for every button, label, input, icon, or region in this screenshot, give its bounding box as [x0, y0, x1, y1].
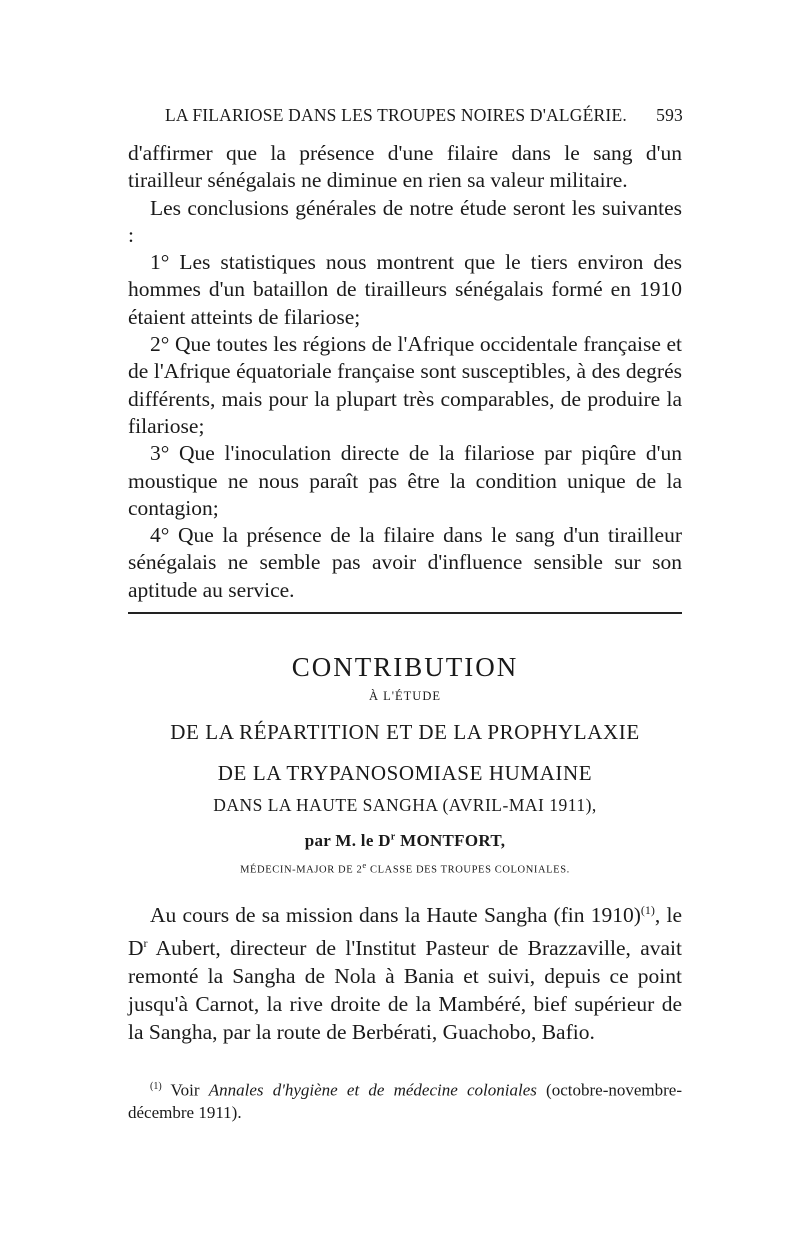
conclusion-item-1: 1° Les statistiques nous montrent que le tiers environ des hommes d'un bataillon de tirailleurs sénégalais formé en 1910 étaient atteints de filariose;: [128, 250, 682, 329]
article-title: CONTRIBUTION: [291, 652, 519, 682]
author-rank: [128, 860, 682, 876]
article-paragraph-1: [128, 896, 682, 1046]
conclusion-text: [128, 140, 682, 604]
rank-prefix: MÉDECIN-MAJOR DE 2: [240, 864, 363, 876]
article-title-subline: À L'ÉTUDE: [368, 689, 441, 703]
paragraph-continuation: d'affirmer que la présence d'une filaire dans le sang d'un tirailleur sénégalais ne diminue en rien sa valeur militaire.: [128, 141, 682, 193]
doctor-title-sup: r: [143, 936, 148, 951]
paragraph-part-2: , le D: [128, 903, 682, 961]
footnote-journal-title: Annales d'hygiène et de médecine coloniales: [208, 1080, 537, 1100]
section-divider: [128, 612, 682, 614]
conclusion-item-2: 2° Que toutes les régions de l'Afrique occidentale française et de l'Afrique équatoriale française sont susceptibles, à des degrés différents, mais pour la plupart très comparables, de produire la filariose;: [128, 332, 682, 438]
article-body: [128, 896, 682, 1046]
footnote: [128, 1076, 682, 1125]
author-prefix: par M. le D: [304, 831, 391, 850]
running-head-title: LA FILARIOSE DANS LES TROUPES NOIRES D'ALGÉRIE.: [165, 105, 627, 125]
footnote-prefix: Voir: [161, 1080, 209, 1100]
paragraph-part-1: Au cours de sa mission dans la Haute Sangha (fin 1910): [150, 903, 641, 928]
rank-sup: e: [362, 860, 367, 870]
footnote-text: [128, 1076, 682, 1125]
article-title-line-2: DE LA TRYPANOSOMIASE HUMAINE: [217, 761, 593, 785]
footnote-suffix: (octobre-novembre-décembre 1911).: [128, 1080, 682, 1123]
footnote-reference: (1): [640, 903, 655, 917]
conclusion-item-4: 4° Que la présence de la filaire dans le sang d'un tirailleur sénégalais ne semble pas avoir d'influence sensible sur son aptitude au service.: [128, 523, 682, 602]
article-title-line-1: DE LA RÉPARTITION ET DE LA PROPHYLAXIE: [170, 720, 640, 744]
article-title-line-3: DANS LA HAUTE SANGHA (AVRIL-MAI 1911),: [213, 795, 597, 815]
author-title-sup: r: [390, 831, 396, 843]
rank-suffix: CLASSE DES TROUPES COLONIALES.: [366, 864, 570, 876]
page-number: 593: [656, 105, 683, 125]
author-name: MONTFORT,: [395, 831, 506, 850]
conclusion-item-3: 3° Que l'inoculation directe de la filariose par piqûre d'un moustique ne nous paraît pas être la condition unique de la contagion;: [128, 441, 682, 520]
footnote-marker: (1): [150, 1081, 162, 1092]
author-line: [128, 831, 682, 851]
paragraph-part-3: Aubert, directeur de l'Institut Pasteur de Brazzaville, avait remonté la Sangha de Nola à Bania et suivi, depuis ce point jusqu'à Carnot, la rive droite de la Mambéré, bief supérieur de la Sangha, par la route de Berbérati, Guachobo, Bafio.: [128, 936, 682, 1045]
paragraph-conclusions-intro: Les conclusions générales de notre étude seront les suivantes :: [128, 195, 682, 247]
